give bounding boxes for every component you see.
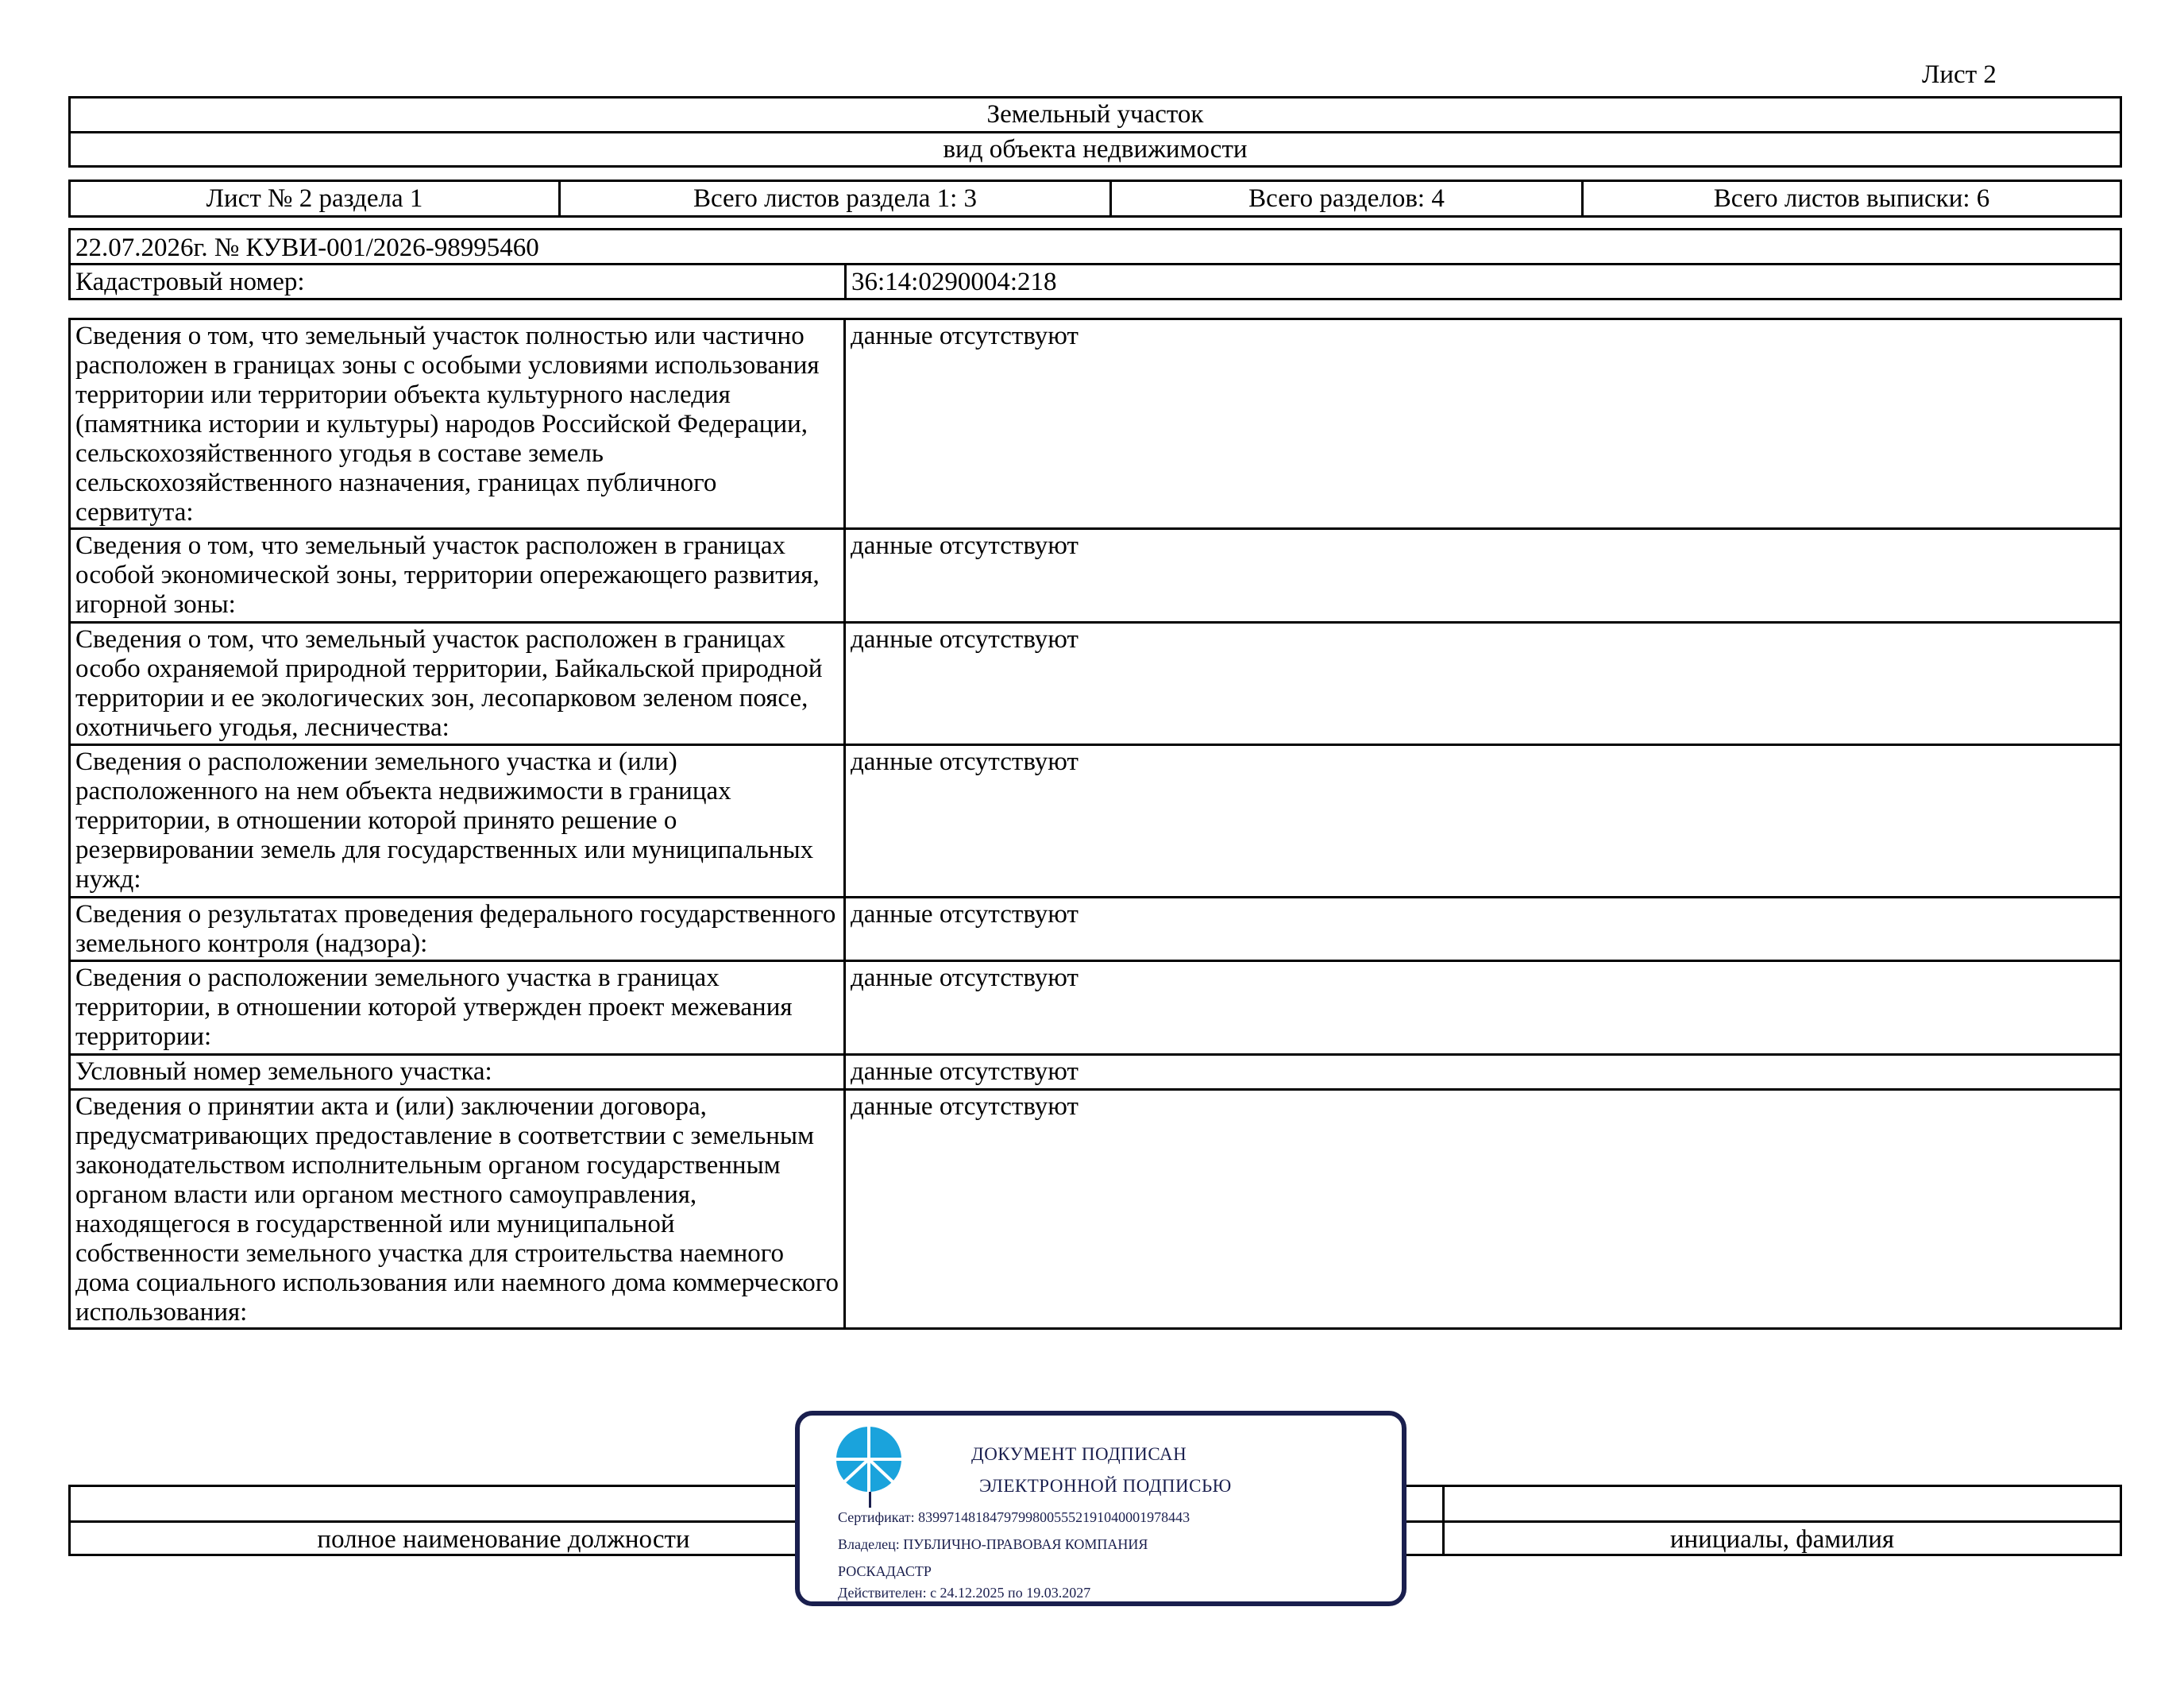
cadastral-number-value: 36:14:0290004:218 <box>851 268 1057 296</box>
stamp-certificate: Сертификат: 839971481847979980055521910400019784​43 <box>838 1509 1190 1525</box>
name-caption: инициалы, фамилия <box>1669 1525 1895 1554</box>
row-value: данные отсутствуют <box>845 319 2121 529</box>
row-value: данные отсутствуют <box>845 1090 2121 1329</box>
table-row <box>70 319 2121 529</box>
row-value: данные отсутствуют <box>845 1055 2121 1090</box>
sheet-label: Лист 2 <box>1922 60 1997 89</box>
extract-sheets-total: Всего листов выписки: 6 <box>1713 184 1990 213</box>
row-label: Сведения о том, что земельный участок расположен в границах особо охраняемой природной территории, Байкальской природной территории и ее экологических зон, лесопарковом зеленом поясе, охотничьего угодья, лесничества: <box>70 623 845 745</box>
table-row <box>70 745 2121 898</box>
position-caption: полное наименование должности <box>317 1525 690 1554</box>
table-row <box>70 898 2121 961</box>
object-type-caption: вид объекта недвижимости <box>943 135 1248 164</box>
sheet-counts-block <box>68 180 2122 218</box>
row-label: Сведения о том, что земельный участок расположен в границах особой экономической зоны, территории опережающего развития, игорной зоны: <box>70 529 845 623</box>
row-label: Сведения о результатах проведения федерального государственного земельного контроля (надзора): <box>70 898 845 961</box>
stamp-owner-org: РОСКАДАСТР <box>838 1563 932 1579</box>
row-value: данные отсутствуют <box>845 529 2121 623</box>
row-value: данные отсутствуют <box>845 961 2121 1055</box>
row-label: Сведения о расположении земельного участка в границах территории, в отношении которой утвержден проект межевания территории: <box>70 961 845 1055</box>
object-type-block <box>68 96 2122 168</box>
row-value: данные отсутствуют <box>845 898 2121 961</box>
table-row <box>70 623 2121 745</box>
section-sheet-total: Всего листов раздела 1: 3 <box>561 182 1112 215</box>
extract-header-block <box>68 228 2122 300</box>
stamp-title-line2: ЭЛЕКТРОННОЙ ПОДПИСЬЮ <box>979 1476 1232 1496</box>
table-row <box>70 961 2121 1055</box>
row-label: Сведения о принятии акта и (или) заключении договора, предусматривающих предоставление в соответствии с земельным законодательством исполнительным органом государственным органом власти или органом местного самоуправления, находящегося в государственной или муниципальной собственности земельного участка для строительства наемного дома социального использования или наемного дома коммерческого использования: <box>70 1090 845 1329</box>
row-value: данные отсутствуют <box>845 623 2121 745</box>
stamp-validity: Действителен: с 24.12.2025 по 19.03.2027 <box>838 1585 1091 1601</box>
stamp-owner: Владелец: ПУБЛИЧНО-ПРАВОВАЯ КОМПАНИЯ <box>838 1536 1148 1552</box>
table-row <box>70 1090 2121 1329</box>
electronic-signature-stamp <box>795 1411 1406 1606</box>
extract-date-number: 22.07.2026г. № КУВИ-001/2026-98995460 <box>71 230 2120 265</box>
object-type: Земельный участок <box>71 98 2120 133</box>
table-row <box>70 1055 2121 1090</box>
row-label: Сведения о том, что земельный участок полностью или частично расположен в границах зоны с особыми условиями использования территории или территории объекта культурного наследия (памятника истории и культуры) народов Российской Федерации, сельскохозяйственного угодья в составе земель сельскохозяйственного назначения, границах публичного сервитута: <box>70 319 845 529</box>
row-label: Сведения о расположении земельного участка и (или) расположенного на нем объекта недвижимости в границах территории, в отношении которой принято решение о резервировании земель для государственных или муниципальных нужд: <box>70 745 845 898</box>
row-label: Условный номер земельного участка: <box>70 1055 845 1090</box>
roskadastr-logo-icon <box>835 1426 902 1493</box>
cadastral-number-label: Кадастровый номер: <box>71 265 847 298</box>
table-row <box>70 529 2121 623</box>
row-value: данные отсутствуют <box>845 745 2121 898</box>
section-sheet-number: Лист № 2 раздела 1 <box>71 182 561 215</box>
sections-total: Всего разделов: 4 <box>1112 182 1584 215</box>
stamp-title-line1: ДОКУМЕНТ ПОДПИСАН <box>971 1444 1187 1464</box>
land-info-table <box>68 318 2122 1330</box>
